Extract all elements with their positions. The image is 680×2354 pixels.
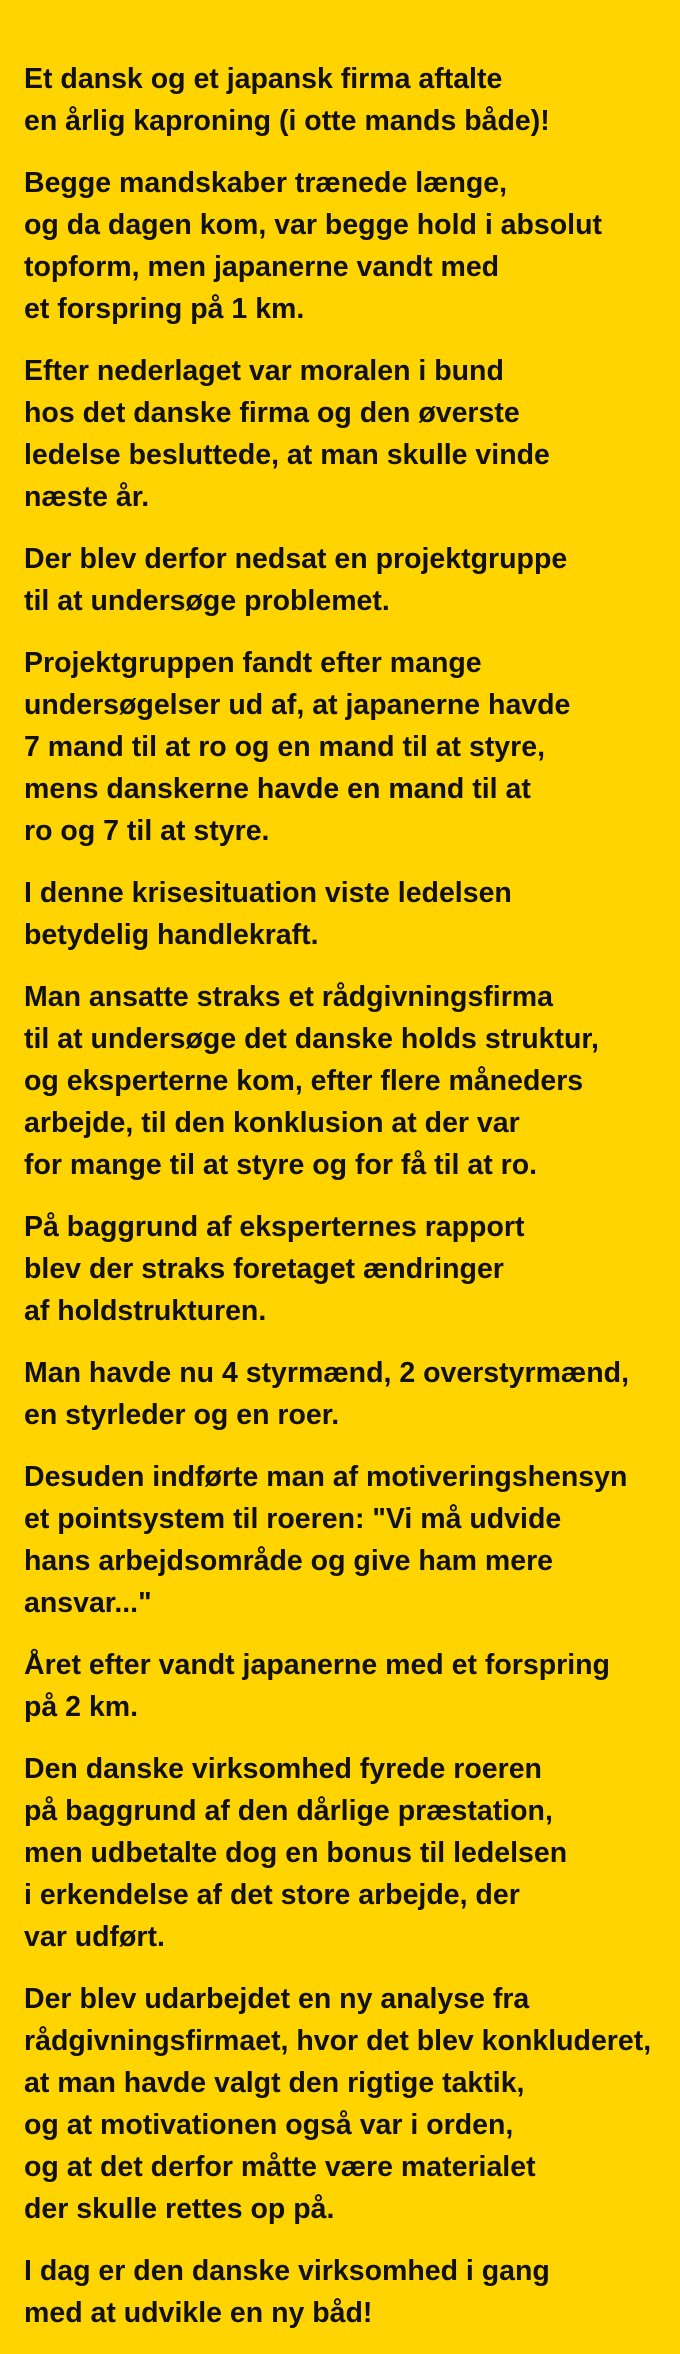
story-line: Der blev derfor nedsat en projektgruppe xyxy=(24,543,568,575)
story-line: et pointsystem til roeren: "Vi må udvide xyxy=(24,1503,562,1535)
story-line: og da dagen kom, var begge hold i absolut xyxy=(24,209,602,241)
story-paragraph xyxy=(24,1206,676,1332)
story-line: på 2 km. xyxy=(24,1691,139,1723)
story-line: til at undersøge det danske holds struktur, xyxy=(24,1023,599,1055)
story-line: rådgivningsfirmaet, hvor det blev konkluderet, xyxy=(24,2025,652,2057)
story-paragraph xyxy=(24,976,676,1186)
story-line: et forspring på 1 km. xyxy=(24,293,305,325)
story-line: I denne krisesituation viste ledelsen xyxy=(24,877,512,909)
story-paragraph xyxy=(24,1352,676,1436)
story-paragraph xyxy=(24,872,676,956)
story-line: Man ansatte straks et rådgivningsfirma xyxy=(24,981,554,1013)
story-line: Desuden indførte man af motiveringshensyn xyxy=(24,1461,628,1493)
story-line: Året efter vandt japanerne med et forspring xyxy=(24,1649,610,1681)
story-line: og at det derfor måtte være materialet xyxy=(24,2151,536,2183)
story-line: I dag er den danske virksomhed i gang xyxy=(24,2255,550,2287)
story-paragraph xyxy=(24,350,676,518)
story-line: på baggrund af den dårlige præstation, xyxy=(24,1795,553,1827)
story-line: for mange til at styre og for få til at ro. xyxy=(24,1149,538,1181)
story-line: betydelig handlekraft. xyxy=(24,919,319,951)
story-line: der skulle rettes op på. xyxy=(24,2193,335,2225)
story-line: Projektgruppen fandt efter mange xyxy=(24,647,482,679)
story-line: arbejde, til den konklusion at der var xyxy=(24,1107,520,1139)
story-text xyxy=(24,58,676,2354)
story-line: På baggrund af eksperternes rapport xyxy=(24,1211,525,1243)
story-line: med at udvikle en ny båd! xyxy=(24,2297,373,2329)
story-line: hans arbejdsområde og give ham mere xyxy=(24,1545,554,1577)
story-line: mens danskerne havde en mand til at xyxy=(24,773,531,805)
story-line: at man havde valgt den rigtige taktik, xyxy=(24,2067,525,2099)
story-paragraph xyxy=(24,2250,676,2334)
story-line: en styrleder og en roer. xyxy=(24,1399,340,1431)
story-line: Et dansk og et japansk firma aftalte xyxy=(24,63,503,95)
story-line: næste år. xyxy=(24,481,150,513)
story-line: 7 mand til at ro og en mand til at styre, xyxy=(24,731,546,763)
story-paragraph xyxy=(24,162,676,330)
story-line: men udbetalte dog en bonus til ledelsen xyxy=(24,1837,568,1869)
story-line: Begge mandskaber trænede længe, xyxy=(24,167,508,199)
story-line: ansvar..." xyxy=(24,1587,152,1619)
story-line: var udført. xyxy=(24,1921,165,1953)
story-line: i erkendelse af det store arbejde, der xyxy=(24,1879,520,1911)
story-line: til at undersøge problemet. xyxy=(24,585,390,617)
story-line: blev der straks foretaget ændringer xyxy=(24,1253,504,1285)
story-paragraph xyxy=(24,642,676,852)
story-line: Man havde nu 4 styrmænd, 2 overstyrmænd, xyxy=(24,1357,629,1389)
story-paragraph xyxy=(24,58,676,142)
story-line: og eksperterne kom, efter flere måneders xyxy=(24,1065,584,1097)
story-paragraph xyxy=(24,1456,676,1624)
story-line: topform, men japanerne vandt med xyxy=(24,251,500,283)
story-paragraph xyxy=(24,1978,676,2230)
story-line: ledelse besluttede, at man skulle vinde xyxy=(24,439,550,471)
story-paragraph xyxy=(24,1644,676,1728)
story-line: Efter nederlaget var moralen i bund xyxy=(24,355,504,387)
story-line: ro og 7 til at styre. xyxy=(24,815,270,847)
story-line: undersøgelser ud af, at japanerne havde xyxy=(24,689,571,721)
story-line: og at motivationen også var i orden, xyxy=(24,2109,514,2141)
story-line: Der blev udarbejdet en ny analyse fra xyxy=(24,1983,530,2015)
story-paragraph xyxy=(24,1748,676,1958)
story-line: Den danske virksomhed fyrede roeren xyxy=(24,1753,542,1785)
story-line: af holdstrukturen. xyxy=(24,1295,267,1327)
story-paragraph xyxy=(24,538,676,622)
story-line: hos det danske firma og den øverste xyxy=(24,397,520,429)
story-line: en årlig kaproning (i otte mands både)! xyxy=(24,105,550,137)
